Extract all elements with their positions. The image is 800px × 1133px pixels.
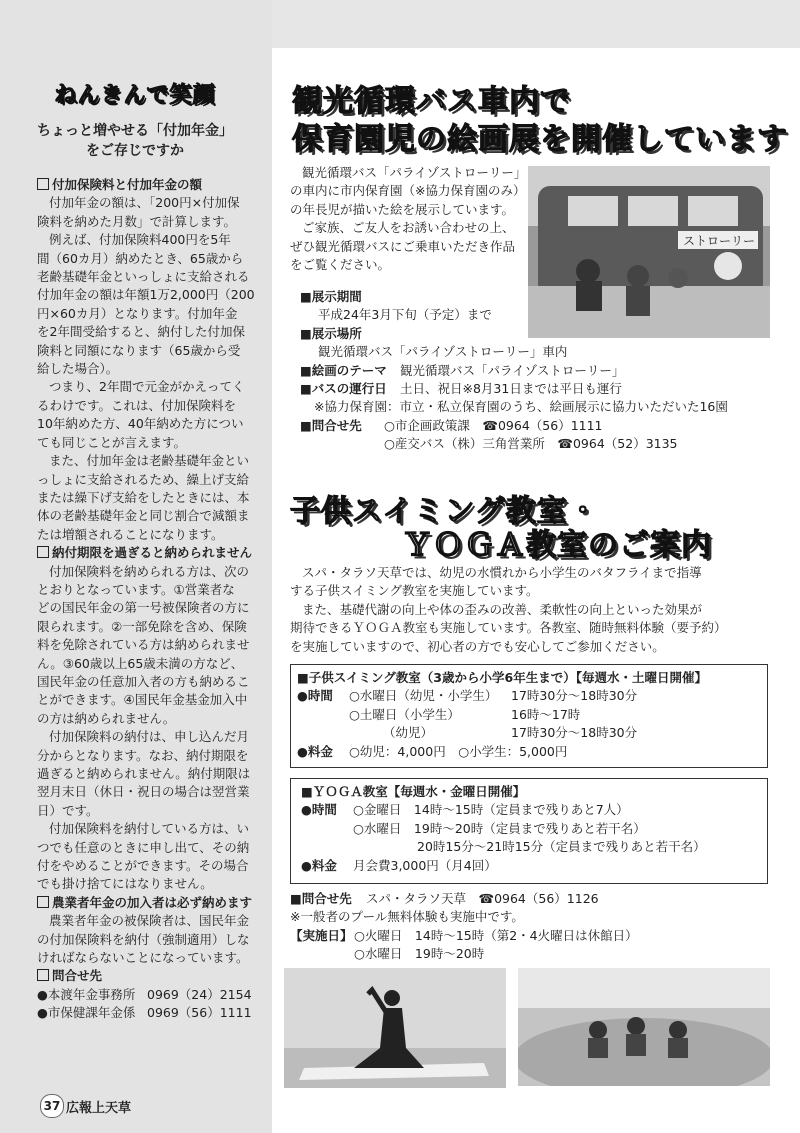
paragraph-line: ても同じことが言えます。 — [37, 434, 187, 450]
paragraph-line: るわけです。これは、付加保険料を — [37, 397, 237, 413]
paragraph-line: 付加年金の額は、「200円×付加保 — [49, 195, 240, 211]
spa-pool-photo — [518, 968, 770, 1086]
checkbox-icon — [37, 969, 49, 981]
bus-heading-line-1: 観光循環バス車内で — [292, 84, 571, 119]
column-subtitle-1: ちょっと増やせる「付加年金」 — [37, 123, 233, 139]
swim-contact-row: ■問合せ先 スパ・タラソ天草 ☎0964（56）1126 — [290, 891, 599, 906]
yoga-time-row: ●時間 ○金曜日 14時～15時（定員まで残りあと7人） — [301, 802, 629, 818]
bus-details — [300, 288, 780, 454]
section-heading-2: 納付期限を過ぎると納められません — [37, 544, 267, 562]
section-2-body — [37, 563, 267, 894]
swim-class-box — [290, 664, 768, 768]
paragraph-line: 体の老齢基礎年金と同じ割合で減額ま — [37, 508, 250, 524]
paragraph-line: 国民年金の任意加入者の方も納めるこ — [37, 673, 250, 689]
paragraph-line: どの国民年金の第一号被保険者の方に — [37, 600, 250, 616]
bus-heading-line-2: 保育園児の絵画展を開催しています — [292, 122, 788, 157]
section-3-body — [37, 912, 267, 967]
bus-intro — [290, 164, 530, 274]
paragraph-line: ご家族、ご友人をお誘い合わせの上、 — [302, 220, 515, 236]
paragraph-line: する子供スイミング教室を実施しています。 — [290, 583, 539, 599]
yoga-time-row: 20時15分～21時15分（定員まで残りあと若干名） — [417, 839, 706, 855]
place-label: ■展示場所 — [300, 325, 362, 341]
paragraph-line: 付加保険料の納付は、申し込んだ月 — [49, 729, 250, 745]
section-heading-1: 付加保険料と付加年金の額 — [37, 176, 267, 194]
swim-contact — [290, 890, 780, 964]
checkbox-icon — [37, 178, 49, 190]
yoga-photo-illustration — [284, 968, 506, 1088]
swim-heading-line-1: 子供スイミング教室・ — [290, 494, 599, 529]
pool-note: ※一般者のプール無料体験も実施中です。 — [290, 909, 524, 925]
publication-name: 広報上天草 — [66, 1101, 132, 1116]
paragraph-line: 料を免除されている方は納められませ — [37, 637, 250, 653]
period-value: 平成24年3月下旬（予定）まで — [318, 307, 492, 323]
paragraph-line: 付加年金の額は年額1万2,000円（200 — [37, 287, 255, 303]
paragraph-line: をご覧ください。 — [290, 257, 391, 273]
paragraph-line: 険料を納めた月数」で計算します。 — [37, 213, 237, 229]
schedule-row: 【実施日】○火曜日 14時～15時（第2・4火曜日は休館日） — [290, 927, 638, 943]
paragraph-line: 付をやめることができます。その場合 — [37, 858, 249, 874]
paragraph-line: 10年納めた方、40年納めた方につい — [37, 416, 244, 432]
paragraph-line: また、基礎代謝の向上や体の歪みの改善、柔軟性の向上といった効果が — [302, 601, 703, 617]
paragraph-line: 翌月末日（休日・祝日の場合は翌営業 — [37, 784, 250, 800]
paragraph-line: 期待できるＹＯＧＡ教室も実施しています。各教室、随時無料体験（要予約） — [290, 620, 727, 636]
paragraph-line: ぜひ観光循環バスにご乗車いただき作品 — [290, 238, 516, 254]
pension-article — [37, 176, 267, 1023]
page-number: 37 — [40, 1094, 64, 1118]
paragraph-line: ければならないことになっています。 — [37, 950, 249, 966]
swim-time-row: （幼児） 17時30分～18時30分 — [383, 725, 638, 741]
paragraph-line: 限られます。②一部免除を含め、保険 — [37, 618, 247, 634]
swim-intro — [290, 564, 780, 656]
yoga-class-box — [290, 778, 768, 884]
paragraph-line: っしょに支給されるため、繰上げ支給 — [37, 471, 250, 487]
section-heading-3: 農業者年金の加入者は必ず納めます — [37, 894, 267, 912]
paragraph-line: の付加保険料を納付（強制適用）しな — [37, 931, 250, 947]
swim-time-row: ○土曜日（小学生） 16時～17時 — [349, 706, 581, 722]
paragraph-line: の年長児が描いた絵を展示しています。 — [290, 201, 515, 217]
paragraph-line: スパ・タラソ天草では、幼児の水慣れから小学生のバタフライまで指導 — [302, 565, 702, 580]
place-value: 観光循環バス「パライゾストローリー」車内 — [318, 344, 568, 360]
paragraph-line: 農業者年金の被保険者は、国民年金 — [49, 913, 250, 929]
swim-class-title: ■子供スイミング教室（3歳から小学6年生まで）【毎週水・土曜日開催】 — [297, 670, 707, 685]
paragraph-line: でも掛け捨てにはなりません。 — [37, 876, 213, 892]
paragraph-line: を2年間受給すると、納付した付加保 — [37, 324, 245, 340]
paragraph-line: とができます。④国民年金基金加入中 — [37, 692, 248, 708]
paragraph-line: または繰下げ支給をしたときには、本 — [37, 489, 250, 505]
period-label: ■展示期間 — [300, 289, 362, 304]
column-subtitle-2: をご存じですか — [86, 143, 184, 159]
yoga-class-title: ■ＹＯＧＡ教室【毎週水・金曜日開催】 — [301, 784, 526, 799]
paragraph-line: 給した場合）。 — [37, 361, 119, 377]
schedule-row: ○水曜日 19時～20時 — [354, 946, 485, 962]
paragraph-line: また、付加年金は老齢基礎年金とい — [49, 453, 250, 469]
paragraph-line: 付加保険料を納付している方は、い — [49, 821, 250, 837]
checkbox-icon — [37, 896, 49, 908]
contact-row: ●本渡年金事務所 0969（24）2154 — [37, 986, 252, 1002]
section-1-body — [37, 194, 267, 544]
paragraph-line: 老齢基礎年金といっしょに支給される — [37, 269, 250, 285]
paragraph-line: ん。③60歳以上65歳未満の方など、 — [37, 655, 244, 671]
paragraph-line: 日）です。 — [37, 802, 99, 818]
paragraph-line: 分からとなります。なお、納付期限を — [37, 747, 249, 763]
paragraph-line: を実施していますので、初心者の方でも安心してご参加ください。 — [290, 638, 665, 654]
paragraph-line: 過ぎると納められません。納付期限は — [37, 766, 251, 781]
paragraph-line: 付加保険料を納められる方は、次の — [49, 563, 250, 579]
paragraph-line: 観光循環バス「パライゾストローリー」 — [302, 165, 527, 180]
contact-row-1: ■問合せ先 ○市企画政策課 ☎0964（56）1111 — [300, 417, 603, 433]
partner-note: ※協力保育園：市立・私立保育園のうち、絵画展示に協力いただいた16園 — [314, 399, 728, 415]
swim-heading-line-2: ＹＯＧＡ教室のご案内 — [402, 528, 712, 563]
paragraph-line: 険料と同額になります（65歳から受 — [37, 342, 241, 358]
contact-row-2: ○産交バス（株）三角営業所 ☎0964（52）3135 — [384, 436, 678, 452]
paragraph-line: つまり、2年間で元金がかえってく — [49, 379, 245, 395]
section-heading-4: 問合せ先 — [37, 967, 267, 985]
paragraph-line: たは増額されることになります。 — [37, 526, 224, 542]
swim-time-row: ●時間 ○水曜日（幼児・小学生） 17時30分～18時30分 — [297, 688, 638, 704]
column-title: ねんきんで笑顔 — [54, 83, 216, 108]
spa-pool-illustration — [518, 968, 770, 1086]
swim-fee-row: ●料金 ○幼児：4,000円 ○小学生：5,000円 — [297, 743, 568, 759]
paragraph-line: 例えば、付加保険料400円を5年 — [49, 232, 231, 248]
checkbox-icon — [37, 546, 49, 558]
paragraph-line: の車内に市内保育園（※協力保育園のみ） — [290, 183, 526, 199]
paragraph-line: 間（60カ月）納めたとき、65歳から — [37, 250, 244, 266]
paragraph-line: つでも任意のときに申し出て、その納 — [37, 839, 250, 855]
runday-row: ■バスの運行日 土日、祝日※8月31日までは平日も運行 — [300, 381, 622, 397]
paragraph-line: の方は納められません。 — [37, 710, 176, 726]
top-band — [272, 0, 800, 48]
paragraph-line: 円×60カ月）となります。付加年金 — [37, 305, 238, 321]
bus-photo-caption: ストローリー — [683, 234, 756, 248]
contact-row: ●市保健課年金係 0969（56）1111 — [37, 1005, 252, 1021]
theme-row: ■絵画のテーマ 観光循環バス「パライゾストローリー」 — [300, 362, 625, 378]
yoga-time-row: ○水曜日 19時～20時（定員まで残りあと若干名） — [353, 820, 646, 836]
yoga-fee-row: ●料金 月会費3,000円（月4回） — [301, 857, 497, 873]
paragraph-line: とおりとなっています。①営業者な — [37, 581, 235, 597]
yoga-photo — [284, 968, 506, 1088]
